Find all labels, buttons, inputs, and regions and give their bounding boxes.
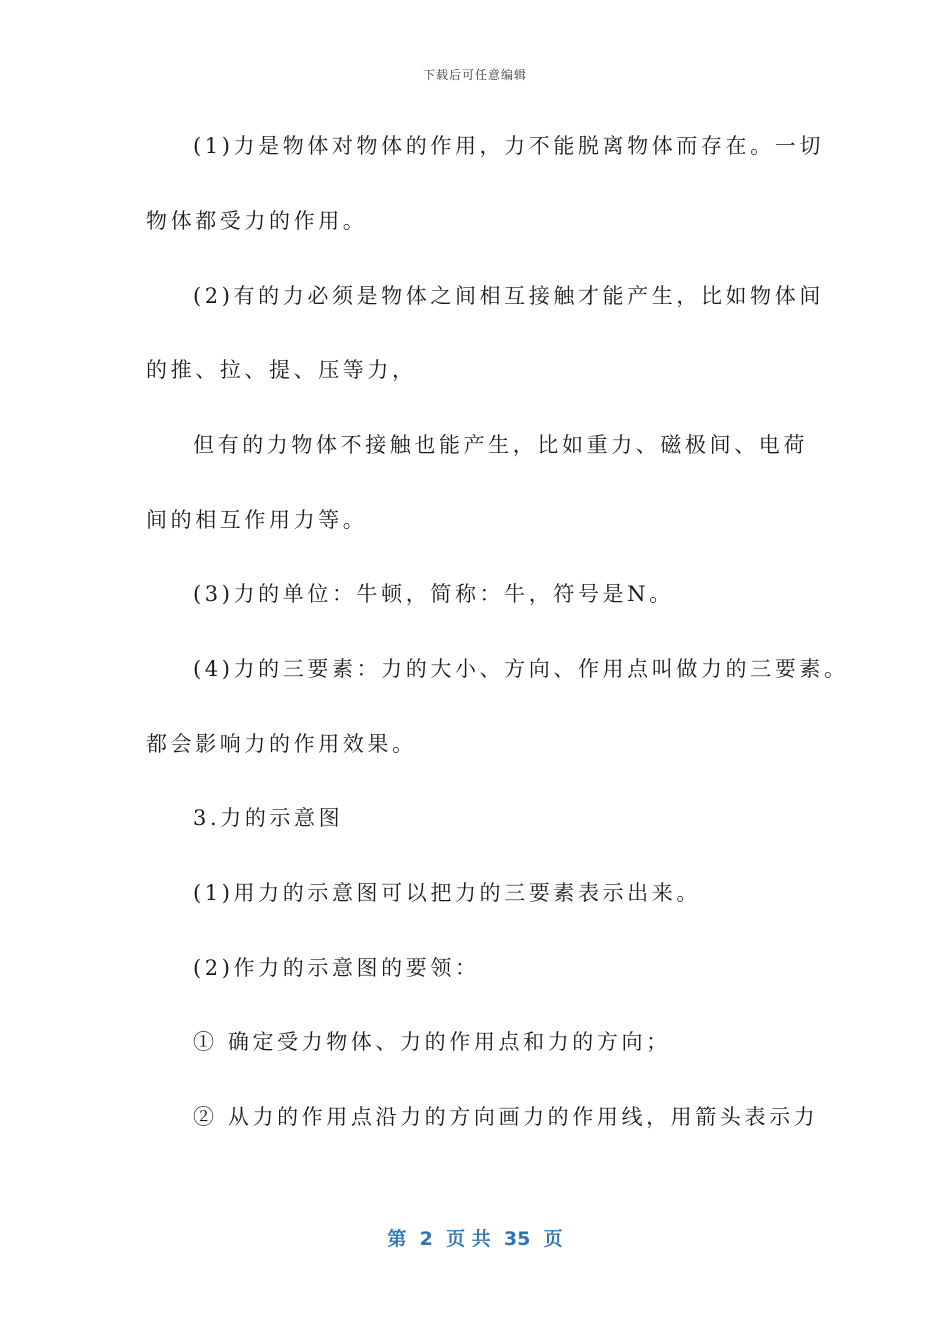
paragraph-line: 的推、拉、提、压等力， [146, 358, 417, 382]
page-header: 下载后可任意编辑 [422, 68, 527, 82]
paragraph-line: 间的相互作用力等。 [146, 508, 368, 532]
paragraph-line: (2)作力的示意图的要领： [193, 956, 480, 980]
paragraph-line: 物体都受力的作用。 [146, 209, 368, 233]
paragraph-line: (1)用力的示意图可以把力的三要素表示出来。 [193, 881, 701, 905]
paragraph-line: ① 确定受力物体、力的作用点和力的方向； [193, 1030, 671, 1054]
paragraph-line: (3)力的单位：牛顿，简称：牛，符号是N。 [193, 582, 674, 606]
paragraph-line: (1)力是物体对物体的作用，力不能脱离物体而存在。一切 [193, 134, 824, 158]
section-heading: 3.力的示意图 [193, 806, 344, 830]
paragraph-line: ② 从力的作用点沿力的方向画力的作用线，用箭头表示力 [193, 1105, 819, 1129]
paragraph-line: 都会影响力的作用效果。 [146, 732, 417, 756]
paragraph-line: (2)有的力必须是物体之间相互接触才能产生，比如物体间 [193, 284, 824, 308]
page-footer: 第 2 页 共 35 页 [387, 1228, 563, 1250]
paragraph-line: 但有的力物体不接触也能产生，比如重力、磁极间、电荷 [193, 433, 808, 457]
paragraph-line: (4)力的三要素：力的大小、方向、作用点叫做力的三要素。 [193, 657, 849, 681]
